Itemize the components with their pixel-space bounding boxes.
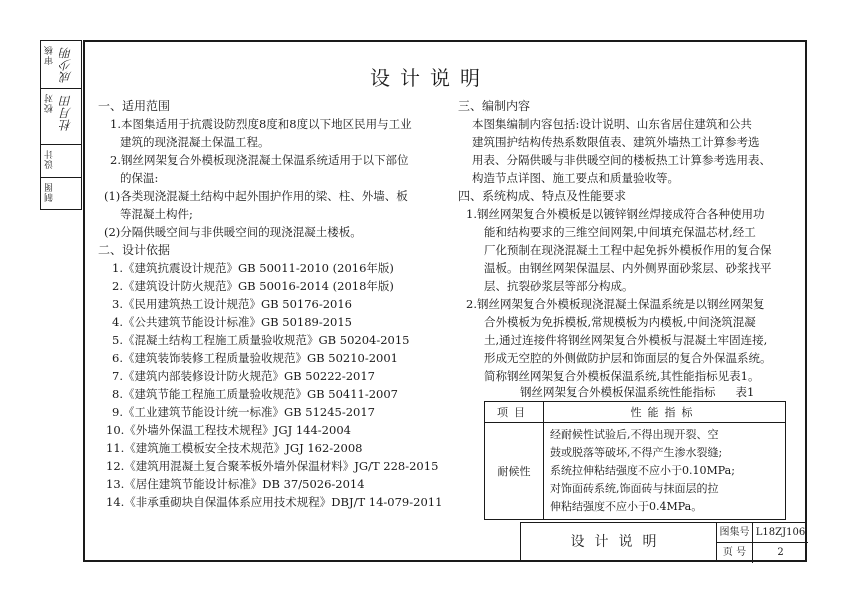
reference-item: 6.《建筑装饰装修工程质量验收规范》GB 50210-2001 xyxy=(112,351,398,365)
text-line: 温板。由钢丝网架保温层、内外侧界面砂浆层、砂浆找平 xyxy=(484,261,772,275)
side-label: 校对 xyxy=(45,93,55,113)
text-line: 合外模板为免拆模板,常规模板为内模板,中间浇筑混凝 xyxy=(484,315,756,329)
text-line: 简称钢丝网架复合外模板保温系统,其性能指标见表1。 xyxy=(484,369,760,383)
table-caption-text: 钢丝网架复合外模板保温系统性能指标 xyxy=(520,385,716,399)
text-line: 能和结构要求的三维空间网架,中间填充保温芯材,经工 xyxy=(484,225,756,239)
row-item: 耐候性 xyxy=(485,423,544,520)
side-row-review xyxy=(41,41,81,89)
page-value: 2 xyxy=(777,547,784,558)
reference-item: 3.《民用建筑热工设计规范》GB 50176-2016 xyxy=(112,297,352,311)
side-row-design xyxy=(41,145,81,178)
reference-item: 12.《建筑用混凝土复合聚苯板外墙外保温材料》JG/T 228-2015 xyxy=(106,459,439,473)
table-caption xyxy=(520,384,754,400)
text-line: 土,通过连接件将钢丝网架复合外模板与混凝土牢固连接, xyxy=(484,333,768,347)
row-spec xyxy=(544,423,786,520)
side-signature: 杜月田 xyxy=(59,95,73,131)
text-line: 1.钢丝网架复合外模板是以镀锌钢丝焊接成符合各种使用功 xyxy=(466,207,765,221)
section-heading: 四、系统构成、特点及性能要求 xyxy=(458,189,627,203)
page-title: 设计说明 xyxy=(370,66,490,90)
text-line: 构造节点详图、施工要点和质量验收等。 xyxy=(472,171,679,185)
side-row-drawing xyxy=(41,178,81,209)
page-label: 页 号 xyxy=(717,543,753,563)
reference-item: 2.《建筑设计防火规范》GB 50016-2014 (2018年版) xyxy=(112,279,394,293)
spec-line: 伸粘结强度不应小于0.4MPa。 xyxy=(550,500,703,513)
spec-line: 鼓或脱落等破坏,不得产生渗水裂缝; xyxy=(550,446,723,459)
atlas-label: 图集号 xyxy=(717,523,753,543)
text-line: 等混凝土构件; xyxy=(120,207,193,221)
table-header-row xyxy=(485,402,786,423)
side-label: 设计 xyxy=(45,149,55,169)
reference-item: 5.《混凝土结构工程施工质量验收规范》GB 50204-2015 xyxy=(112,333,410,347)
section-heading: 一、适用范围 xyxy=(98,99,171,113)
text-line: 1.本图集适用于抗震设防烈度8度和8度以下地区民用与工业 xyxy=(110,117,412,131)
side-label: 制图 xyxy=(45,182,55,202)
signature-strip xyxy=(40,40,82,210)
reference-item: 1.《建筑抗震设计规范》GB 50011-2010 (2016年版) xyxy=(112,261,394,275)
title-block-name: 设计说明 xyxy=(521,523,717,562)
reference-item: 8.《建筑节能工程施工质量验收规范》GB 50411-2007 xyxy=(112,387,398,401)
reference-item: 7.《建筑内部装修设计防火规范》GB 50222-2017 xyxy=(112,369,375,383)
section-heading: 三、编制内容 xyxy=(458,99,531,113)
text-line: 2.钢丝网架复合外模板现浇混凝土保温系统适用于以下部位 xyxy=(110,153,409,167)
atlas-value: L18ZJ106 xyxy=(755,527,806,538)
title-block-atlas-row xyxy=(717,523,808,543)
text-line: 用表、分隔供暖与非供暖空间的楼板热工计算参考选用表、 xyxy=(472,153,771,167)
text-line: 厂化预制在现浇混凝土工程中起免拆外模板作用的复合保 xyxy=(484,243,772,257)
text-line: 的保温: xyxy=(120,171,159,185)
text-line: 建筑围护结构传热系数限值表、建筑外墙热工计算参考选 xyxy=(472,135,760,149)
text-line: 形成无空腔的外侧做防护层和饰面层的复合外保温系统。 xyxy=(484,351,772,365)
text-line: (1)各类现浇混凝土结构中起外围护作用的梁、柱、外墙、板 xyxy=(104,189,408,203)
reference-item: 4.《公共建筑节能设计标准》GB 50189-2015 xyxy=(112,315,352,329)
reference-item: 11.《建筑施工模板安全技术规范》JGJ 162-2008 xyxy=(106,441,363,455)
table-row xyxy=(485,423,786,520)
table-number: 表1 xyxy=(735,385,755,399)
spec-line: 对饰面砖系统,饰面砖与抹面层的拉 xyxy=(550,482,719,495)
reference-item: 9.《工业建筑节能设计统一标准》GB 51245-2017 xyxy=(112,405,375,419)
section-heading: 二、设计依据 xyxy=(98,243,171,257)
side-row-proofread xyxy=(41,89,81,145)
reference-item: 10.《外墙外保温工程技术规程》JGJ 144-2004 xyxy=(106,423,351,437)
title-block xyxy=(520,522,807,562)
reference-item: 13.《居住建筑节能设计标准》DB 37/5026-2014 xyxy=(106,477,365,491)
header-item: 项目 xyxy=(485,402,544,423)
text-line: 建筑的现浇混凝土保温工程。 xyxy=(120,135,270,149)
text-line: 层、抗裂砂浆层等部分构成。 xyxy=(484,279,634,293)
side-label: 审核 xyxy=(45,45,55,65)
reference-item: 14.《非承重砌块自保温体系应用技术规程》DBJ/T 14-079-2011 xyxy=(106,495,443,509)
text-line: 本图集编制内容包括:设计说明、山东省居住建筑和公共 xyxy=(472,117,752,131)
spec-line: 系统拉伸粘结强度不应小于0.10MPa; xyxy=(550,464,735,477)
title-block-page-row xyxy=(717,543,808,563)
header-spec: 性能指标 xyxy=(544,402,786,423)
text-line: (2)分隔供暖空间与非供暖空间的现浇混凝土楼板。 xyxy=(104,225,362,239)
spec-line: 经耐候性试验后,不得出现开裂、空 xyxy=(550,428,719,441)
text-line: 2.钢丝网架复合外模板现浇混凝土保温系统是以钢丝网架复 xyxy=(466,297,765,311)
side-signature: 成少明 xyxy=(59,47,73,83)
performance-table xyxy=(484,401,786,520)
